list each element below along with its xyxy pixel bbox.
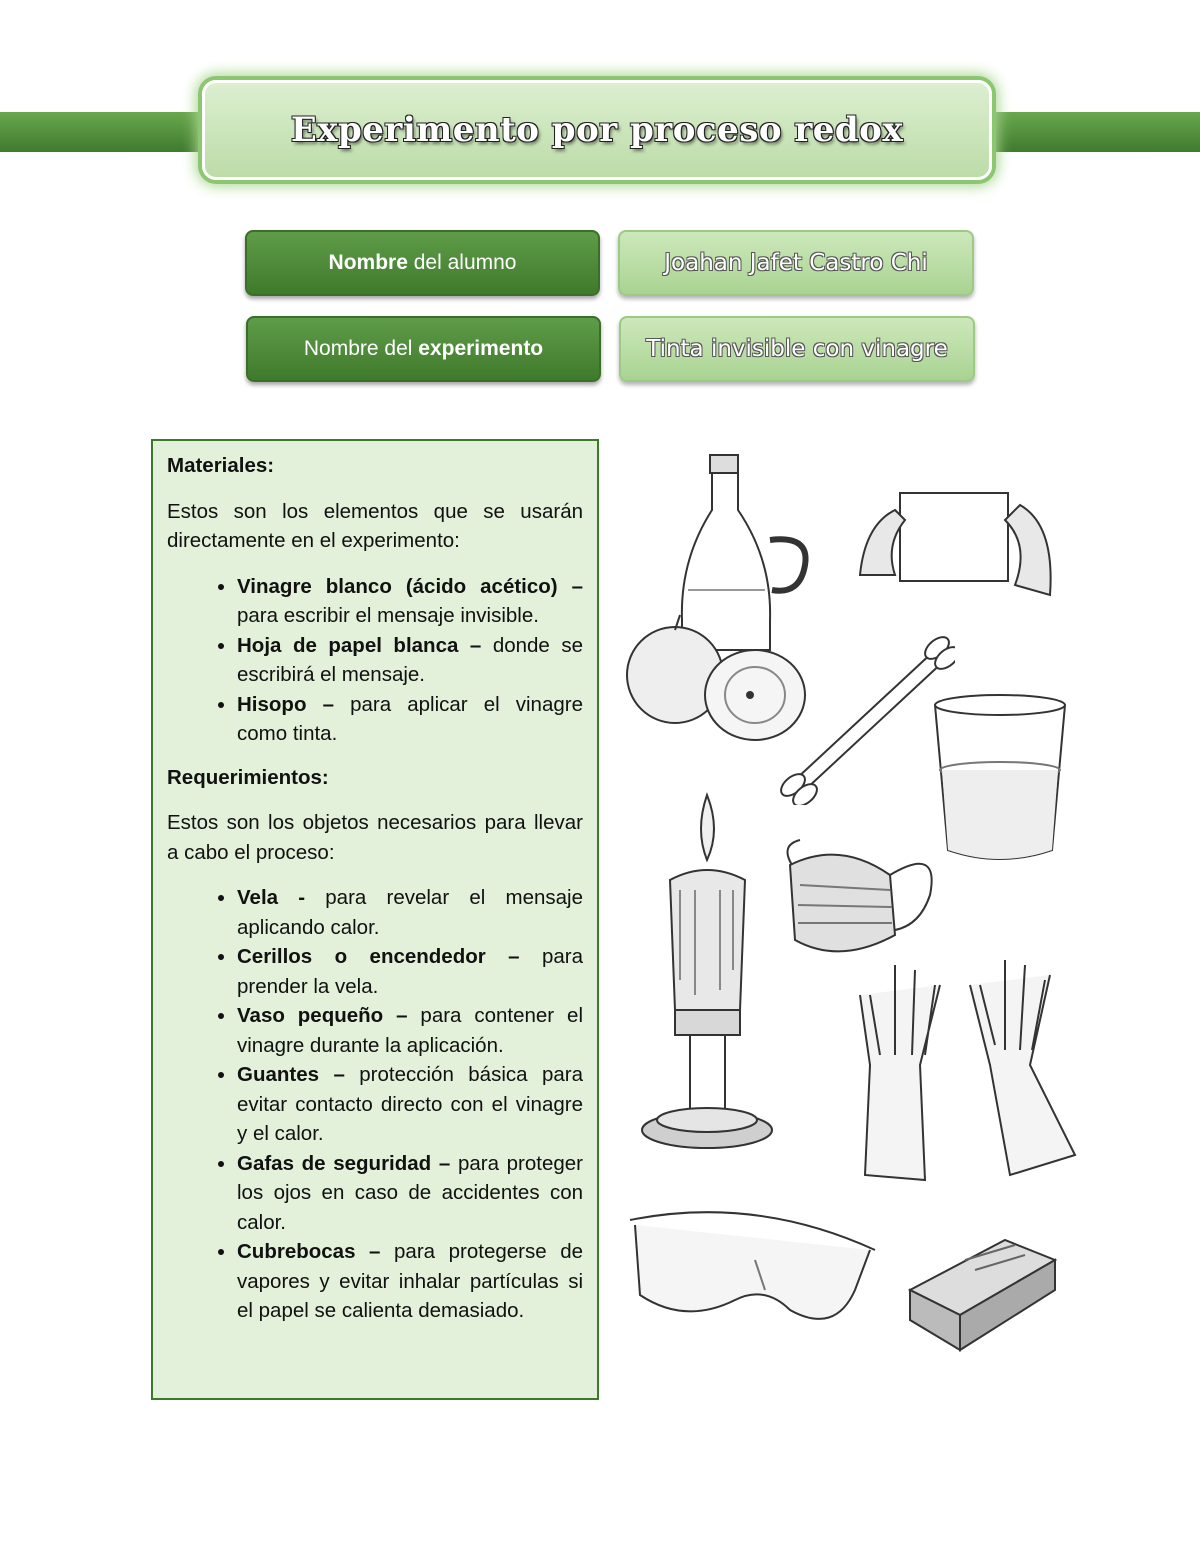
student-label-rest: del alumno [413,251,517,274]
student-name-value: Joahan Jafet Castro Chi [664,250,928,276]
materials-intro: Estos son los elementos que se usarán directamente en el experimento: [167,499,583,552]
item-desc: para proteger los ojos en caso de accidentes con calor. [237,1151,583,1234]
safety-glasses-illustration [625,1200,885,1340]
item-desc: para aplicar el vinagre como tinta. [237,692,583,745]
face-mask-illustration [780,835,940,965]
experiment-name-value: Tinta invisible con vinagre [646,336,948,362]
item-desc: para revelar el mensaje aplicando calor. [237,886,583,939]
experiment-label-start: Nombre del [303,337,413,360]
item-desc: para prender la vela. [237,945,583,998]
list-item [237,572,583,631]
experiment-name-value-box [619,316,975,382]
student-name-value-box [618,230,974,296]
student-name-label [245,230,600,296]
list-item [237,631,583,690]
item-desc: protección básica para evitar contacto directo con el vinagre y el calor. [237,1063,583,1145]
item-name: Vela - [237,886,306,909]
list-item [237,1237,583,1326]
materials-panel [151,439,599,1400]
item-desc: donde se escribirá el mensaje. [237,633,584,686]
cotton-swab-illustration [775,630,955,805]
list-item [237,1001,583,1060]
item-name: Cubrebocas – [237,1240,381,1263]
list-item [237,883,583,942]
item-name: Guantes – [237,1063,345,1086]
requirements-heading: Requerimientos: [167,765,329,789]
materials-heading: Materiales: [167,454,275,477]
item-name: Hisopo – [237,692,334,716]
item-name: Vinagre blanco (ácido acético) – [237,574,583,598]
list-item [237,1149,583,1238]
item-desc: para escribir el mensaje invisible. [237,604,539,627]
list-item [237,942,583,1001]
item-name: Cerillos o encendedor – [237,945,520,968]
page-title: Experimento por proceso redox [290,110,904,150]
candle-illustration [635,790,780,1165]
requirements-list [167,883,583,1326]
requirements-intro: Estos son los objetos necesarios para llevar a cabo el proceso: [167,811,583,864]
paper-sheet-illustration [855,485,1055,610]
title-banner [202,80,992,180]
list-item [237,1060,583,1149]
item-desc: para contener el vinagre durante la aplicación. [237,1004,584,1057]
experiment-label-bold: experimento [418,337,544,360]
matchbox-illustration [905,1220,1060,1360]
header-band-right [988,112,1200,152]
item-name: Gafas de seguridad – [237,1151,451,1175]
item-name: Vaso pequeño – [237,1004,408,1027]
materials-list [167,572,583,749]
student-label-bold: Nombre [328,251,408,274]
item-desc: para protegerse de vapores y evitar inhalar partículas si el papel se calienta demasiado. [237,1240,584,1322]
experiment-name-label [246,316,601,382]
header-band-left [0,112,212,152]
item-name: Hoja de papel blanca – [237,633,482,657]
glass-illustration [930,690,1075,870]
gloves-illustration [840,955,1080,1185]
list-item [237,690,583,749]
